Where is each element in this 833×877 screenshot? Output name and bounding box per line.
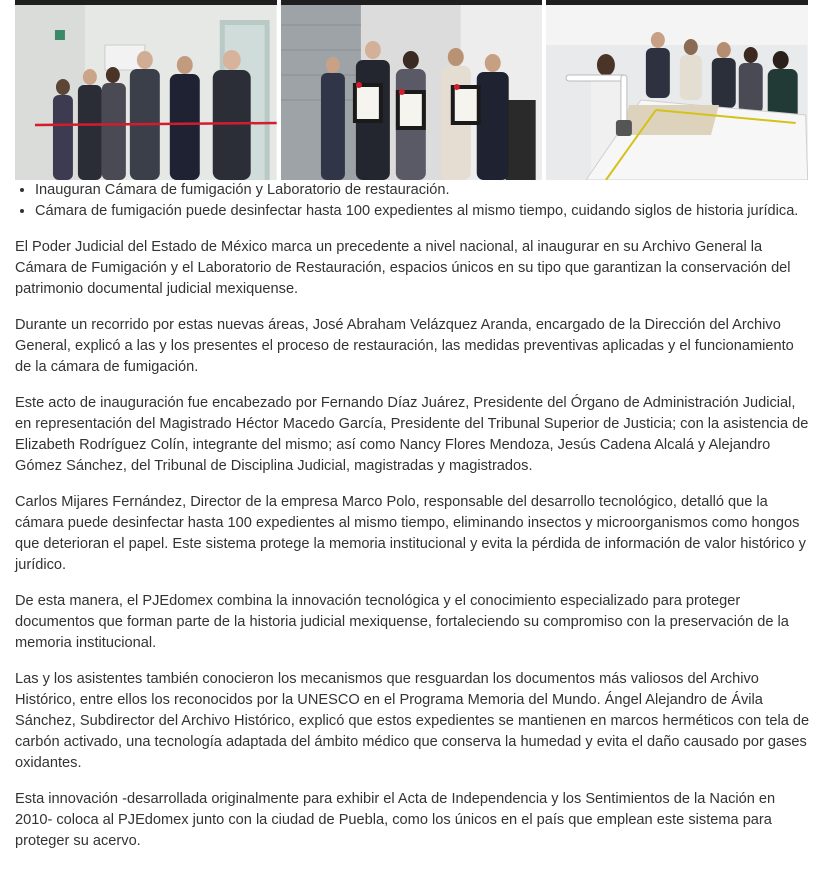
paragraph: Carlos Mijares Fernández, Director de la empresa Marco Polo, responsable del desarrollo tecnológico, detalló que la cámara puede desinfectar hasta 100 expedientes al mismo tiempo, eliminando insectos y microorganismos como hongos que deterioran el papel. Este sistema protege la memoria institucional y evita la pérdida de información de valor histórico y jurídico. — [15, 494, 806, 573]
paragraph: Este acto de inauguración fue encabezado por Fernando Díaz Juárez, Presidente del Órgano de Administración Judicial, en representación del Magistrado Héctor Macedo García, Presidente del Tribunal Superior de Justicia; con la asistencia de Elizabeth Rodríguez Colín, integrante del mismo; así como Nancy Flores Mendoza, Jesús Cadena Alcalá y Alejandro Gómez Sánchez, del Tribunal de Disciplina Judicial, magistradas y magistrados. — [15, 395, 809, 474]
paragraph: Durante un recorrido por estas nuevas áreas, José Abraham Velázquez Aranda, encargado de la Dirección del Archivo General, explicó a las y los presentes el proceso de restauración, las medidas preventivas aplicadas y el funcionamiento de la cámara de fumigación. — [15, 317, 794, 375]
paragraph: De esta manera, el PJEdomex combina la innovación tecnológica y el conocimiento especializado para proteger documentos que forman parte de la historia judicial mexiquense, fortaleciendo su compromiso con la preservación de la memoria institucional. — [15, 593, 789, 651]
laboratory-photo[interactable] — [546, 0, 808, 180]
certificates-photo[interactable] — [281, 0, 543, 180]
paragraph: Las y los asistentes también conocieron los mecanismos que resguardan los documentos más valiosos del Archivo Histórico, entre ellos los reconocidos por la UNESCO en el Programa Memoria del Mundo. Ángel Alejandro de Ávila Sánchez, Subdirector del Archivo Histórico, explicó que estos expedientes se mantienen en marcos herméticos con tela de carbón activado, una tecnología adaptada del ámbito médico que conserva la humedad y evita el daño causado por gases oxidantes. — [15, 671, 810, 771]
ribbon-cutting-photo[interactable] — [15, 0, 277, 180]
paragraph: El Poder Judicial del Estado de México marca un precedente a nivel nacional, al inaugurar en su Archivo General la Cámara de Fumigación y el Laboratorio de Restauración, espacios únicos en su tipo que garantizan la conservación del patrimonio documental judicial mexiquense. — [15, 239, 791, 297]
article-body — [15, 180, 810, 852]
photo-gallery — [15, 0, 808, 180]
list-item: • Inauguran Cámara de fumigación y Laboratorio de restauración. — [35, 180, 810, 201]
list-item: • Cámara de fumigación puede desinfectar hasta 100 expedientes al mismo tiempo, cuidando siglos de historia jurídica. — [35, 201, 810, 222]
paragraph: Esta innovación -desarrollada originalmente para exhibir el Acta de Independencia y los Sentimientos de la Nación en 2010- coloca al PJEdomex junto con la ciudad de Puebla, como los únicos en el país que emplean este sistema para proteger su acervo. — [15, 791, 776, 849]
summary-list — [15, 180, 810, 222]
